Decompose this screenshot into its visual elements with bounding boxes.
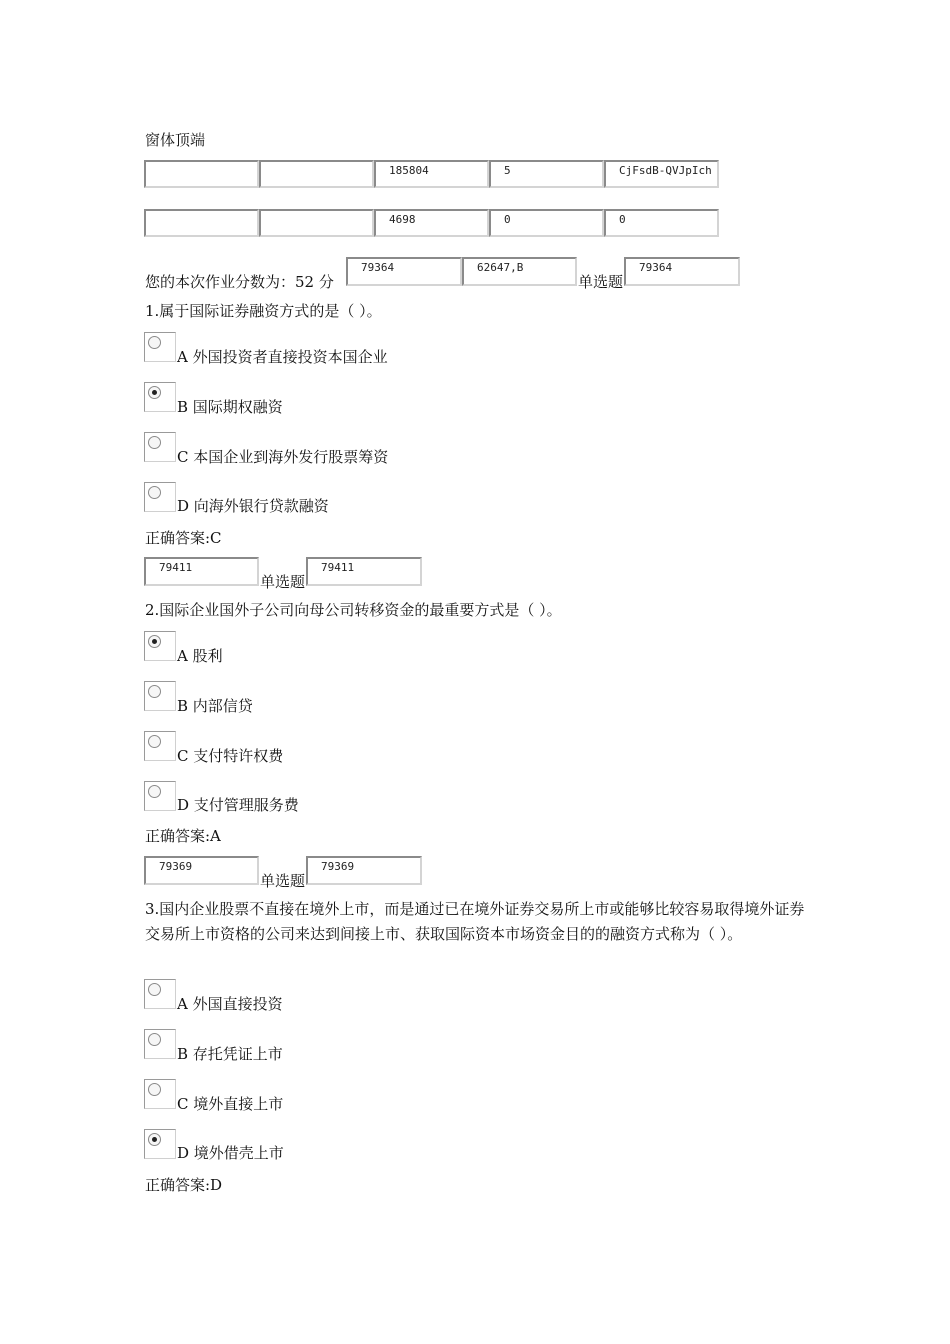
- score-field[interactable]: 79364: [346, 257, 462, 286]
- question-stem: 3.国内企业股票不直接在境外上市，而是通过已在境外证券交易所上市或能够比较容易取得境外证券交易所上市资格的公司来达到间接上市、获取国际资本市场资金目的的融资方式称为（ ）。: [145, 900, 805, 943]
- radio-circle-icon: [148, 336, 161, 349]
- radio-selected-dot-icon: [152, 639, 157, 644]
- hidden-field[interactable]: 5: [489, 160, 604, 188]
- radio-circle-icon: [148, 983, 161, 996]
- hidden-field[interactable]: [144, 160, 259, 188]
- radio-button[interactable]: [144, 482, 176, 512]
- radio-circle-icon: [148, 785, 161, 798]
- option-label: B 存托凭证上市: [177, 1045, 283, 1063]
- radio-button[interactable]: [144, 1079, 176, 1109]
- radio-button[interactable]: [144, 332, 176, 362]
- correct-answer: 正确答案:C: [145, 529, 222, 547]
- radio-button[interactable]: [144, 979, 176, 1009]
- option-label: D 境外借壳上市: [177, 1144, 284, 1162]
- hidden-field[interactable]: [259, 160, 374, 188]
- form-top-label: 窗体顶端: [145, 131, 206, 149]
- radio-selected-dot-icon: [152, 390, 157, 395]
- option-label: A 外国投资者直接投资本国企业: [177, 348, 388, 366]
- radio-circle-icon: [148, 1083, 161, 1096]
- hidden-field[interactable]: 0: [604, 209, 719, 237]
- radio-circle-icon: [148, 685, 161, 698]
- option-label: D 支付管理服务费: [177, 796, 299, 814]
- radio-circle-icon: [148, 436, 161, 449]
- hidden-field[interactable]: 4698: [374, 209, 489, 237]
- hidden-field[interactable]: 185804: [374, 160, 489, 188]
- radio-circle-icon: [148, 386, 161, 399]
- question-type-label: 单选题: [260, 573, 306, 591]
- option-label: C 境外直接上市: [177, 1095, 284, 1113]
- question-stem: 2.国际企业国外子公司向母公司转移资金的最重要方式是（ ）。: [145, 601, 562, 619]
- radio-button[interactable]: [144, 382, 176, 412]
- option-label: C 本国企业到海外发行股票筹资: [177, 448, 389, 466]
- correct-answer: 正确答案:A: [145, 827, 221, 845]
- option-label: B 国际期权融资: [177, 398, 283, 416]
- option-label: C 支付特许权费: [177, 747, 284, 765]
- option-label: A 外国直接投资: [177, 995, 283, 1013]
- hidden-field[interactable]: [144, 209, 259, 237]
- score-field[interactable]: 62647,B: [462, 257, 577, 286]
- option-label: A 股利: [177, 647, 223, 665]
- question-id-field[interactable]: 79369: [306, 856, 422, 885]
- radio-button[interactable]: [144, 432, 176, 462]
- radio-circle-icon: [148, 1033, 161, 1046]
- question-id-field[interactable]: 79411: [144, 557, 259, 586]
- option-label: B 内部信贷: [177, 697, 253, 715]
- radio-button[interactable]: [144, 731, 176, 761]
- question-type-label: 单选题: [260, 872, 306, 890]
- radio-circle-icon: [148, 1133, 161, 1146]
- radio-button[interactable]: [144, 631, 176, 661]
- hidden-field[interactable]: 0: [489, 209, 604, 237]
- hidden-field[interactable]: CjFsdB-QVJpIch: [604, 160, 719, 188]
- radio-button[interactable]: [144, 1029, 176, 1059]
- radio-button[interactable]: [144, 1129, 176, 1159]
- radio-circle-icon: [148, 735, 161, 748]
- score-text: 您的本次作业分数为：52 分: [145, 273, 334, 291]
- radio-selected-dot-icon: [152, 1137, 157, 1142]
- radio-circle-icon: [148, 486, 161, 499]
- radio-button[interactable]: [144, 781, 176, 811]
- hidden-field[interactable]: [259, 209, 374, 237]
- radio-button[interactable]: [144, 681, 176, 711]
- correct-answer: 正确答案:D: [145, 1176, 223, 1194]
- radio-circle-icon: [148, 635, 161, 648]
- question-id-field[interactable]: 79369: [144, 856, 259, 885]
- option-label: D 向海外银行贷款融资: [177, 497, 329, 515]
- question-id-field[interactable]: 79364: [624, 257, 740, 286]
- question-stem: 1.属于国际证券融资方式的是（ ）。: [145, 302, 382, 320]
- question-id-field[interactable]: 79411: [306, 557, 422, 586]
- question-type-label: 单选题: [578, 273, 624, 291]
